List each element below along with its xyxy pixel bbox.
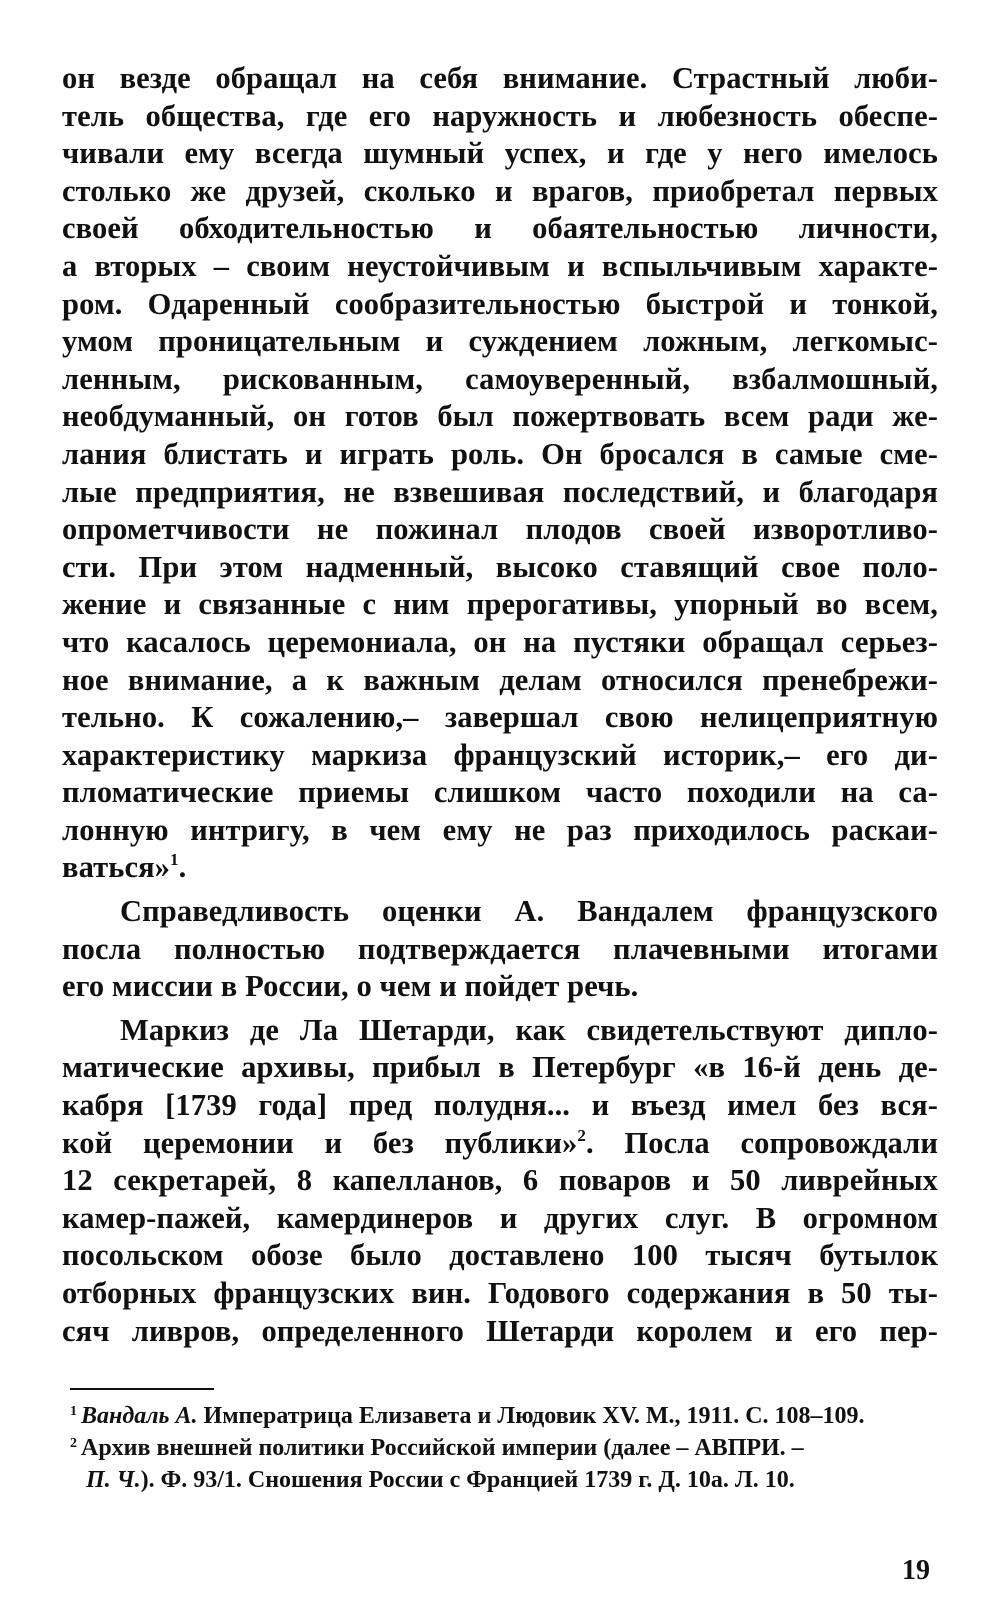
footnote-2 bbox=[70, 1432, 934, 1464]
text-line: пломатические приемы слишком часто походили на са- bbox=[62, 775, 938, 810]
footnote-1 bbox=[70, 1400, 934, 1432]
text-line: лонную интригу, в чем ему не раз приходилось раскаи- bbox=[62, 812, 938, 847]
main-text bbox=[62, 60, 938, 1350]
text-line: ром. Одаренный сообразительностью быстрой и тонкой, bbox=[62, 286, 938, 321]
text-line: лания блистать и играть роль. Он бросался в самые сме- bbox=[62, 436, 938, 471]
text-line: он везде обращал на себя внимание. Страстный люби- bbox=[62, 61, 938, 95]
footnote-ref-2[interactable]: 2 bbox=[577, 1125, 586, 1145]
text-line: лые предприятия, не взвешивая последствий, и благодаря bbox=[62, 474, 938, 509]
text-line: что касалось церемониала, он на пустяки обращал серьез- bbox=[62, 624, 938, 659]
footnote-2-continuation bbox=[70, 1464, 934, 1496]
text-line: столько же друзей, сколько и врагов, приобретал первых bbox=[62, 173, 938, 208]
footnote-author: П. Ч. bbox=[86, 1467, 141, 1493]
text-line: 12 секретарей, 8 капелланов, 6 поваров и 50 ливрейных bbox=[62, 1163, 938, 1198]
text-line: чивали ему всегда шумный успех, и где у него имелось bbox=[62, 136, 938, 171]
footnote-divider bbox=[70, 1388, 214, 1390]
text-line: тельно. К сожалению,– завершал свою нелицеприятную bbox=[62, 700, 938, 735]
text-fragment: кой церемонии и без публики» bbox=[62, 1125, 578, 1160]
text-line: посольском обозе было доставлено 100 тысяч бутылок bbox=[62, 1238, 938, 1273]
footnotes bbox=[70, 1400, 934, 1496]
page-number: 19 bbox=[902, 1555, 930, 1586]
footnote-text: Архив внешней политики Российской империи (далее – АВПРИ. – bbox=[81, 1435, 804, 1461]
text-line: необдуманный, он готов был пожертвовать всем ради же- bbox=[62, 399, 938, 434]
text-line: Маркиз де Ла Шетарди, как свидетельствуют дипло- bbox=[120, 1012, 938, 1047]
text-line bbox=[62, 849, 938, 887]
footnote-number: 2 bbox=[70, 1436, 77, 1451]
text-line: опрометчивости не пожинал плодов своей изворотливо- bbox=[62, 512, 938, 547]
text-line: тель общества, где его наружность и любезность обеспе- bbox=[62, 98, 938, 133]
text-line: ное внимание, а к важным делам относился пренебрежи- bbox=[62, 662, 938, 697]
text-line: жение и связанные с ним прерогативы, упорный во всем, bbox=[62, 587, 938, 622]
text-line: умом проницательным и суждением ложным, легкомыс- bbox=[62, 324, 938, 359]
footnote-author: Вандаль А. bbox=[81, 1403, 198, 1429]
text-line: а вторых – своим неустойчивым и вспыльчивым характе- bbox=[62, 248, 938, 283]
footnote-text: Императрица Елизавета и Людовик XV. М., 1911. С. 108–109. bbox=[197, 1403, 865, 1429]
text-line: отборных французских вин. Годового содержания в 50 ты- bbox=[62, 1276, 938, 1310]
text-line: сяч ливров, определенного Шетарди королем и его пер- bbox=[62, 1313, 938, 1348]
text-fragment: . Посла сопровождали bbox=[585, 1125, 938, 1160]
footnote-number: 1 bbox=[70, 1404, 77, 1419]
text-line: посла полностью подтверждается плачевными итогами bbox=[62, 931, 938, 966]
footnote-ref-1[interactable]: 1 bbox=[170, 850, 179, 870]
text-line: сти. При этом надменный, высоко ставящий свое поло- bbox=[62, 549, 938, 584]
text-line: камер-пажей, камердинеров и других слуг. В огромном bbox=[62, 1200, 938, 1235]
paragraph-2 bbox=[62, 893, 938, 1006]
text-line: характеристику маркиза французский историк,– его ди- bbox=[62, 737, 938, 772]
footnote-text: ). Ф. 93/1. Сношения России с Францией 1739 г. Д. 10а. Л. 10. bbox=[140, 1467, 795, 1493]
text-line: своей обходительностью и обаятельностью личности, bbox=[62, 211, 938, 246]
paragraph-3 bbox=[62, 1012, 938, 1350]
paragraph-1 bbox=[62, 60, 938, 887]
text-fragment: ваться» bbox=[62, 850, 171, 885]
text-line bbox=[62, 1125, 938, 1163]
text-line: ленным, рискованным, самоуверенный, взбалмошный, bbox=[62, 361, 938, 396]
text-fragment: . bbox=[178, 850, 187, 885]
text-line: его миссии в России, о чем и пойдет речь. bbox=[62, 969, 639, 1004]
text-line: кабря [1739 года] пред полудня... и въезд имел без вся- bbox=[62, 1088, 938, 1123]
text-line: матические архивы, прибыл в Петербург «в 16-й день де- bbox=[62, 1050, 938, 1085]
text-line: Справедливость оценки А. Вандалем французского bbox=[120, 894, 938, 929]
